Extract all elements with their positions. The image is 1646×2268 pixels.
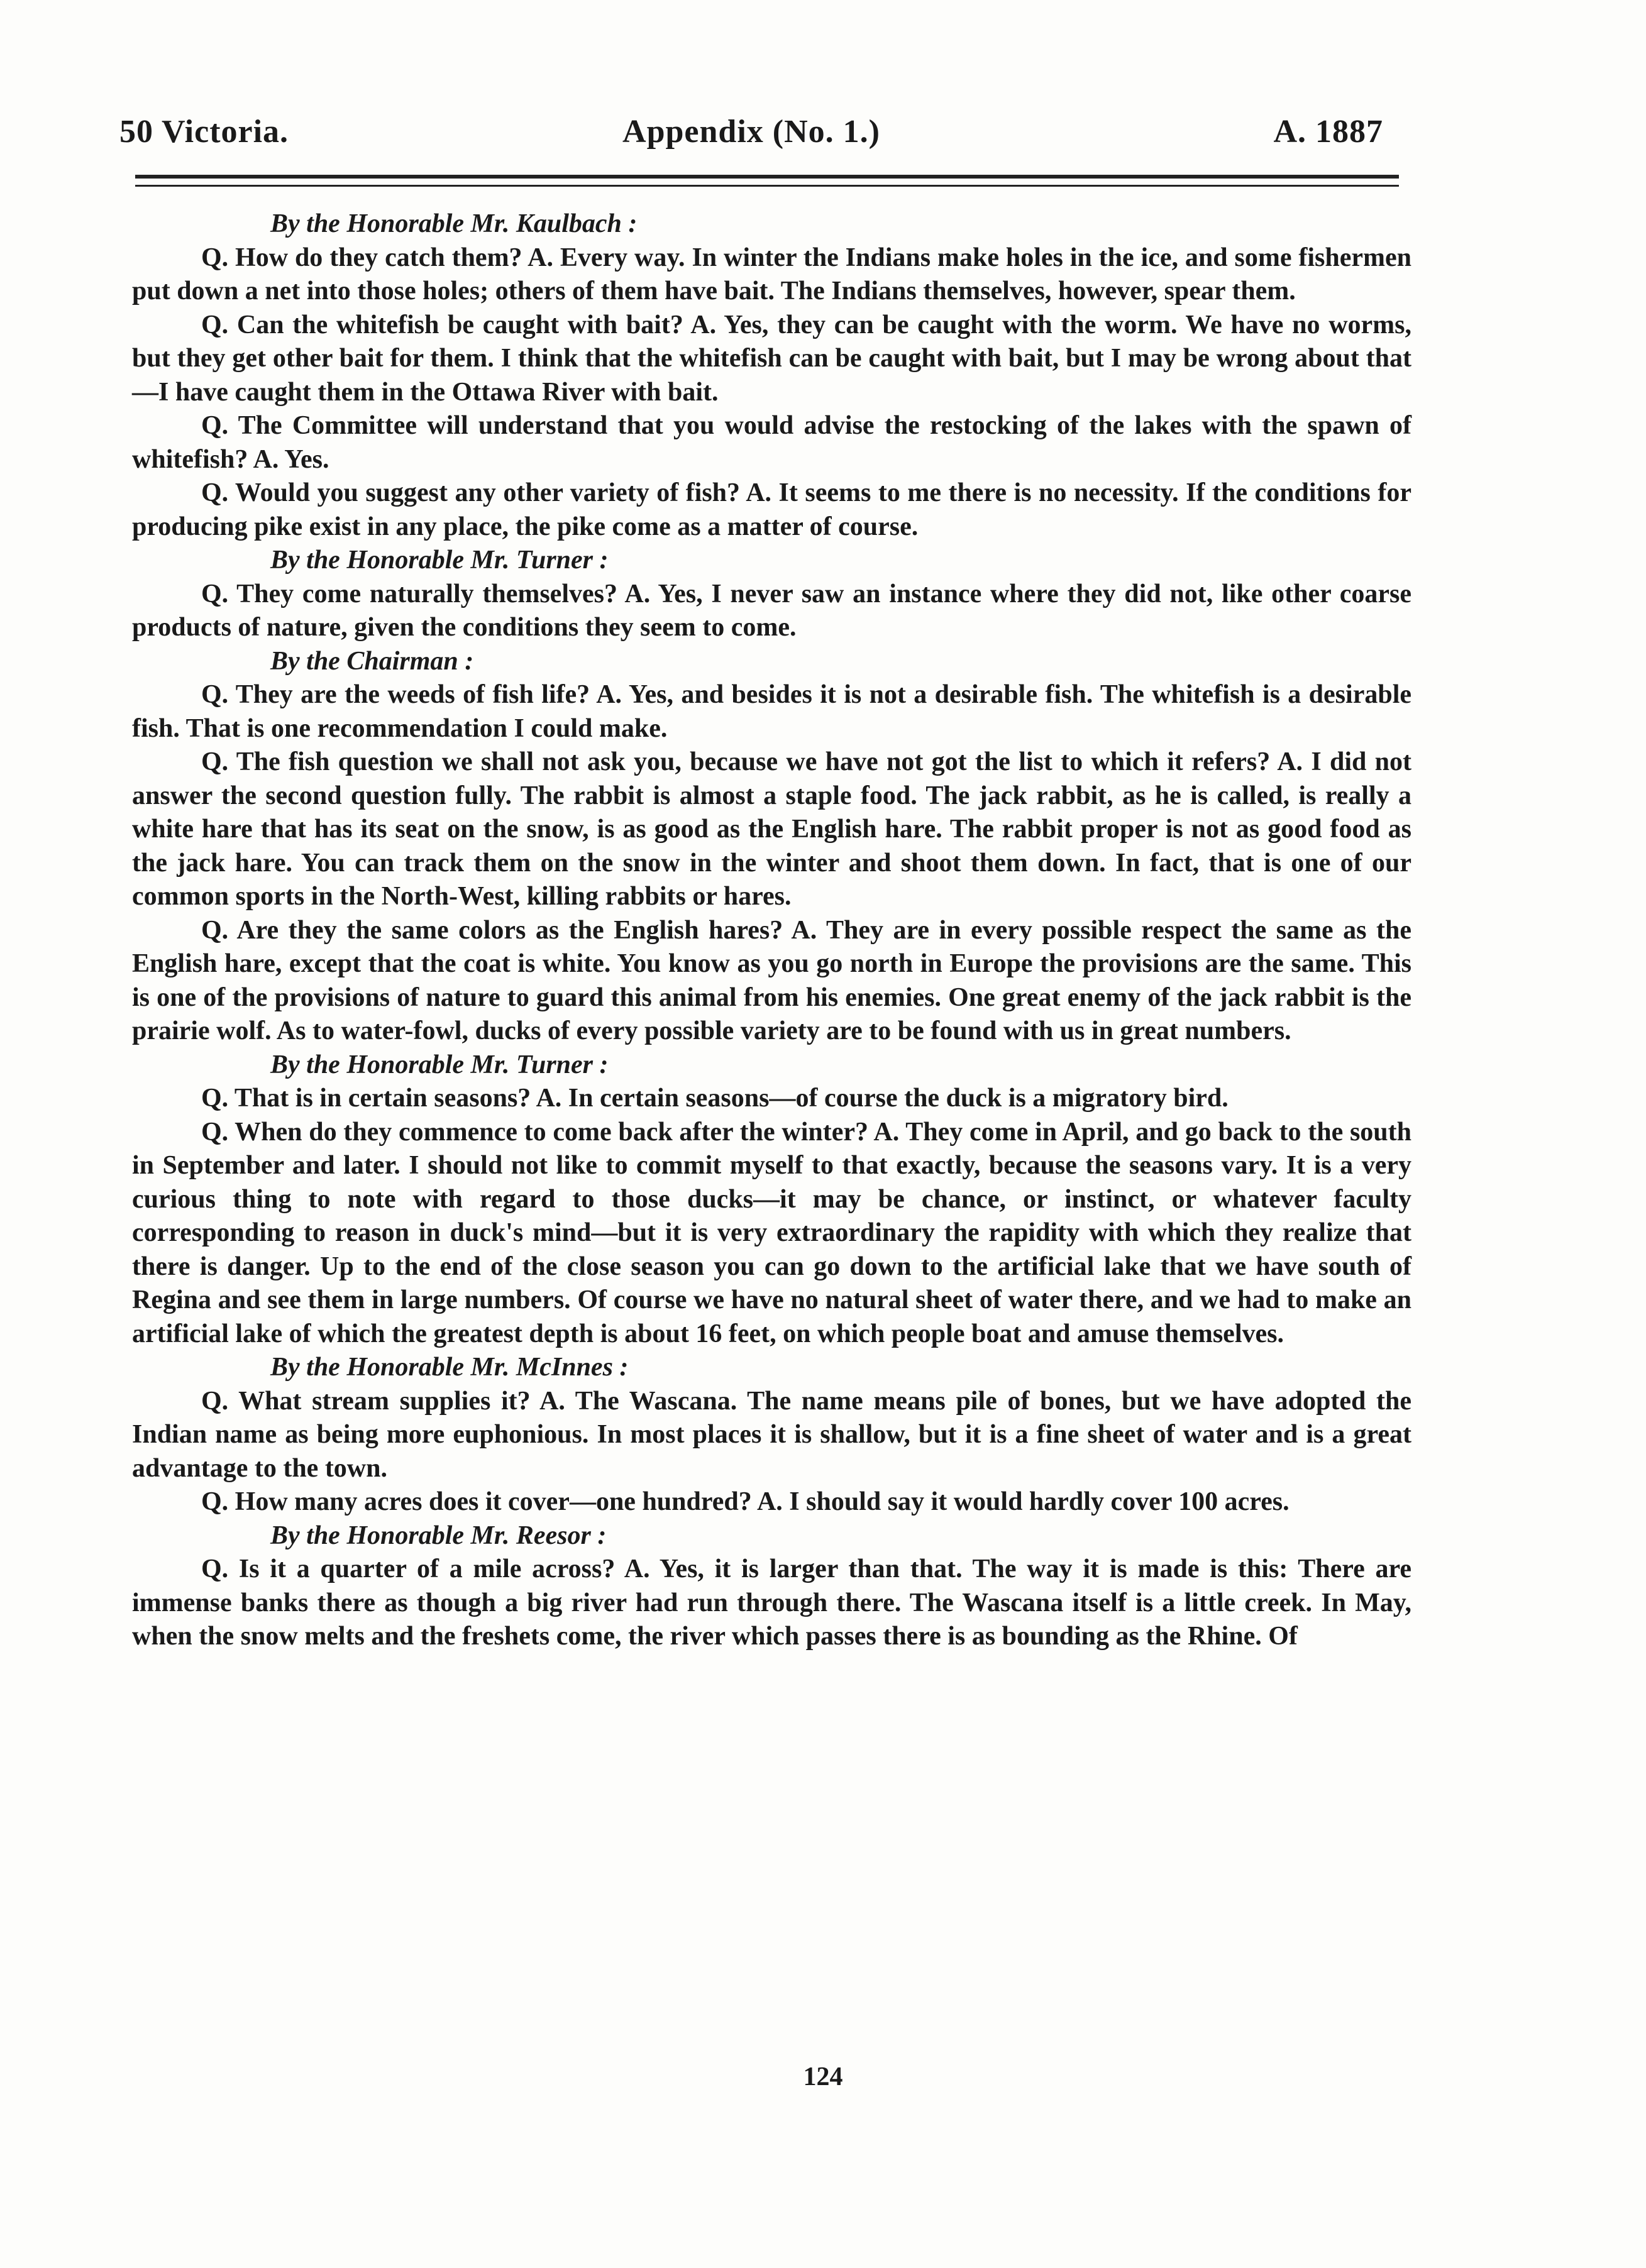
- speaker-heading: By the Honorable Mr. Reesor :: [270, 1521, 607, 1550]
- speaker-heading: By the Honorable Mr. Turner :: [270, 546, 609, 575]
- header-year: A. 1887: [1273, 114, 1383, 150]
- qa-paragraph: Q. Are they the same colors as the English hares? A. They are in every possible respect the same as the English hare, except that the coat is white. You know as you go north in Europe the provisions are the same. This is one of the provisions of nature to guard this animal from his enemies. One great enemy of the jack rabbit is the prairie wolf. As to water-fowl, ducks of every possible variety are to be found with us in great numbers.: [132, 915, 1411, 1045]
- qa-paragraph: Q. Would you suggest any other variety of fish? A. It seems to me there is no necessity. If the conditions for producing pike exist in any place, the pike come as a matter of course.: [132, 478, 1411, 541]
- speaker-heading: By the Chairman :: [270, 646, 474, 676]
- qa-paragraph: Q. They are the weeds of fish life? A. Yes, and besides it is not a desirable fish. The whitefish is a desirable fish. That is one recommendation I could make.: [132, 680, 1411, 743]
- qa-paragraph: Q. They come naturally themselves? A. Yes, I never saw an instance where they did not, like other coarse products of nature, given the conditions they seem to come.: [132, 579, 1411, 642]
- qa-paragraph: Q. When do they commence to come back after the winter? A. They come in April, and go back to the south in September and later. I should not like to commit myself to that exactly, because the seasons vary. It is a very curious thing to note with regard to those ducks—it may be chance, or instinct, or whatever faculty corresponding to reason in duck's mind—but it is very extraordinary the rapidity with which they realize that there is danger. Up to the end of the close season you can go down to the artificial lake that we have south of Regina and see them in large numbers. Of course we have no natural sheet of water there, and we had to make an artificial lake of which the greatest depth is about 16 feet, on which people boat and amuse themselves.: [132, 1117, 1411, 1348]
- qa-paragraph: Q. How do they catch them? A. Every way. In winter the Indians make holes in the ice, and some fishermen put down a net into those holes; others of them have bait. The Indians themselves, however, spear them.: [132, 243, 1411, 306]
- qa-paragraph: Q. What stream supplies it? A. The Wascana. The name means pile of bones, but we have adopted the Indian name as being more euphonious. In most places it is shallow, but it is a fine sheet of water and is a great advantage to the town.: [132, 1386, 1411, 1483]
- qa-paragraph: Q. How many acres does it cover—one hundred? A. I should say it would hardly cover 100 acres.: [201, 1487, 1290, 1516]
- header-appendix: Appendix (No. 1.): [622, 114, 880, 150]
- header-session: 50 Victoria.: [119, 114, 289, 150]
- header-rule-thick: [135, 175, 1399, 179]
- qa-paragraph: Q. That is in certain seasons? A. In certain seasons—of course the duck is a migratory bird.: [201, 1084, 1229, 1113]
- page-number: 124: [803, 2062, 843, 2091]
- speaker-heading: By the Honorable Mr. Turner :: [270, 1050, 609, 1079]
- qa-paragraph: Q. Is it a quarter of a mile across? A. Yes, it is larger than that. The way it is made is this: There are immense banks there as though a big river had run through there. The Wascana itself is a little creek. In May, when the snow melts and the freshets come, the river which passes there is as bounding as the Rhine. Of: [132, 1555, 1411, 1651]
- speaker-heading: By the Honorable Mr. Kaulbach :: [270, 209, 638, 238]
- qa-paragraph: Q. Can the whitefish be caught with bait? A. Yes, they can be caught with the worm. We have no worms, but they get other bait for them. I think that the whitefish can be caught with bait, but I may be wrong about that—I have caught them in the Ottawa River with bait.: [132, 310, 1411, 407]
- header-rule-thin: [135, 185, 1399, 187]
- qa-paragraph: Q. The fish question we shall not ask you, because we have not got the list to which it refers? A. I did not answer the second question fully. The rabbit is almost a staple food. The jack rabbit, as he is called, is really a white hare that has its seat on the snow, is as good as the English hare. The rabbit proper is not as good food as the jack hare. You can track them on the snow in the winter and shoot them down. In fact, that is one of our common sports in the North-West, killing rabbits or hares.: [132, 747, 1411, 911]
- page-header: [119, 101, 1383, 157]
- page-body: [132, 207, 1411, 1654]
- speaker-heading: By the Honorable Mr. McInnes :: [270, 1353, 629, 1382]
- qa-paragraph: Q. The Committee will understand that you would advise the restocking of the lakes with the spawn of whitefish? A. Yes.: [132, 411, 1411, 474]
